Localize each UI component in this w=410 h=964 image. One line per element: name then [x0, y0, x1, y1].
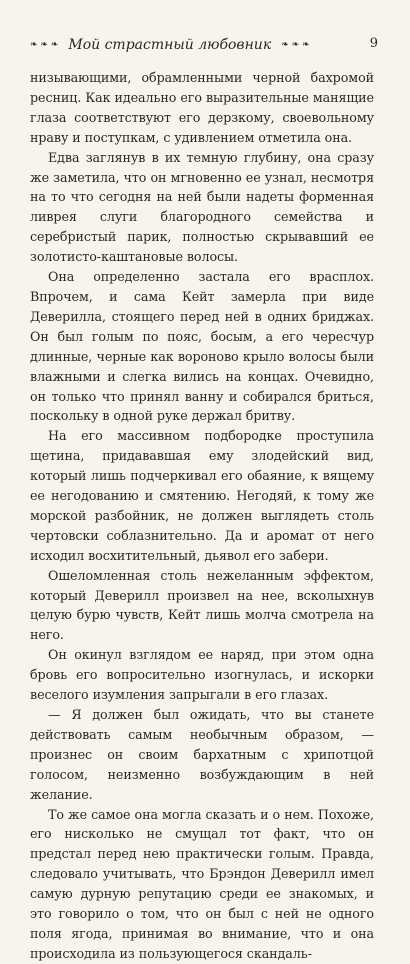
running-header — [30, 36, 378, 54]
paragraph: Он окинул взглядом ее наряд, при этом одна бровь его вопросительно изогнулась, и искорки веселого изумления запрыгали в его глазах. — [30, 647, 374, 703]
paragraph: — Я должен был ожидать, что вы станете действовать самым необычным образом, — произнес он своим бархатным с хрипотцой голосом, неизменно возбуждающим в ней желание. — [30, 707, 374, 802]
paragraph: Ошеломленная столь нежеланным эффектом, который Деверилл произвел на нее, всколыхнув целую бурю чувств, Кейт лишь молча смотрела на него. — [30, 567, 374, 643]
paragraph: низывающими, обрамленными черной бахромой ресниц. Как идеально его выразительные манящие глаза соответствуют его дерзкому, своевольному нраву и поступкам, с удивлением отметила она. — [30, 70, 374, 145]
paragraph: Едва заглянув в их темную глубину, она сразу же заметила, что он мгновенно ее узнал, несмотря на то что сегодня на ней были надеты форменная ливрея слуги благородного семейства и серебристый парик, полностью скрывавший ее золотисто-каштановые волосы. — [30, 149, 374, 265]
paragraph: На его массивном подбородке проступила щетина, придававшая ему злодейский вид, который лишь подчеркивал его обаяние, к вящему ее негодованию и смятению. Негодяй, к тому же морской разбойник, не должен выглядеть столь чертовски соблазнительно. Да и аромат от него исходил восхитительный, дьявол его забери. — [30, 428, 374, 563]
paragraph: То же самое она могла сказать и о нем. Похоже, его нисколько не смущал тот факт, что он предстал перед нею практически голым. Правда, следовало учитывать, что Брэндон Деверилл имел самую дурную репутацию среди ее знакомых, и это говорило о том, что он был с ней не одного поля ягода, принимая во внимание, что и она происходила из пользующегося скандаль- — [30, 806, 374, 961]
header-ornament-right — [281, 41, 309, 50]
paragraph: Она определенно застала его врасплох. Впрочем, и сама Кейт замерла при виде Деверилла, стоящего перед ней в одних бриджах. Он был голым по пояс, босым, а его чересчур длинные, черные как вороново крыло волосы были влажными и слегка вились на концах. Очевидно, он только что принял ванну и собирался бриться, поскольку в одной руке держал бритву. — [30, 269, 374, 424]
body-text — [30, 68, 374, 964]
fleuron-ornament-icon: ❧ ❧ ❧ — [30, 39, 59, 50]
page-number: 9 — [369, 36, 378, 51]
running-title: Мой страстный любовник — [68, 37, 272, 53]
fleuron-ornament-icon: ❧ ❧ ❧ — [281, 39, 310, 50]
header-ornament-left — [30, 41, 58, 50]
